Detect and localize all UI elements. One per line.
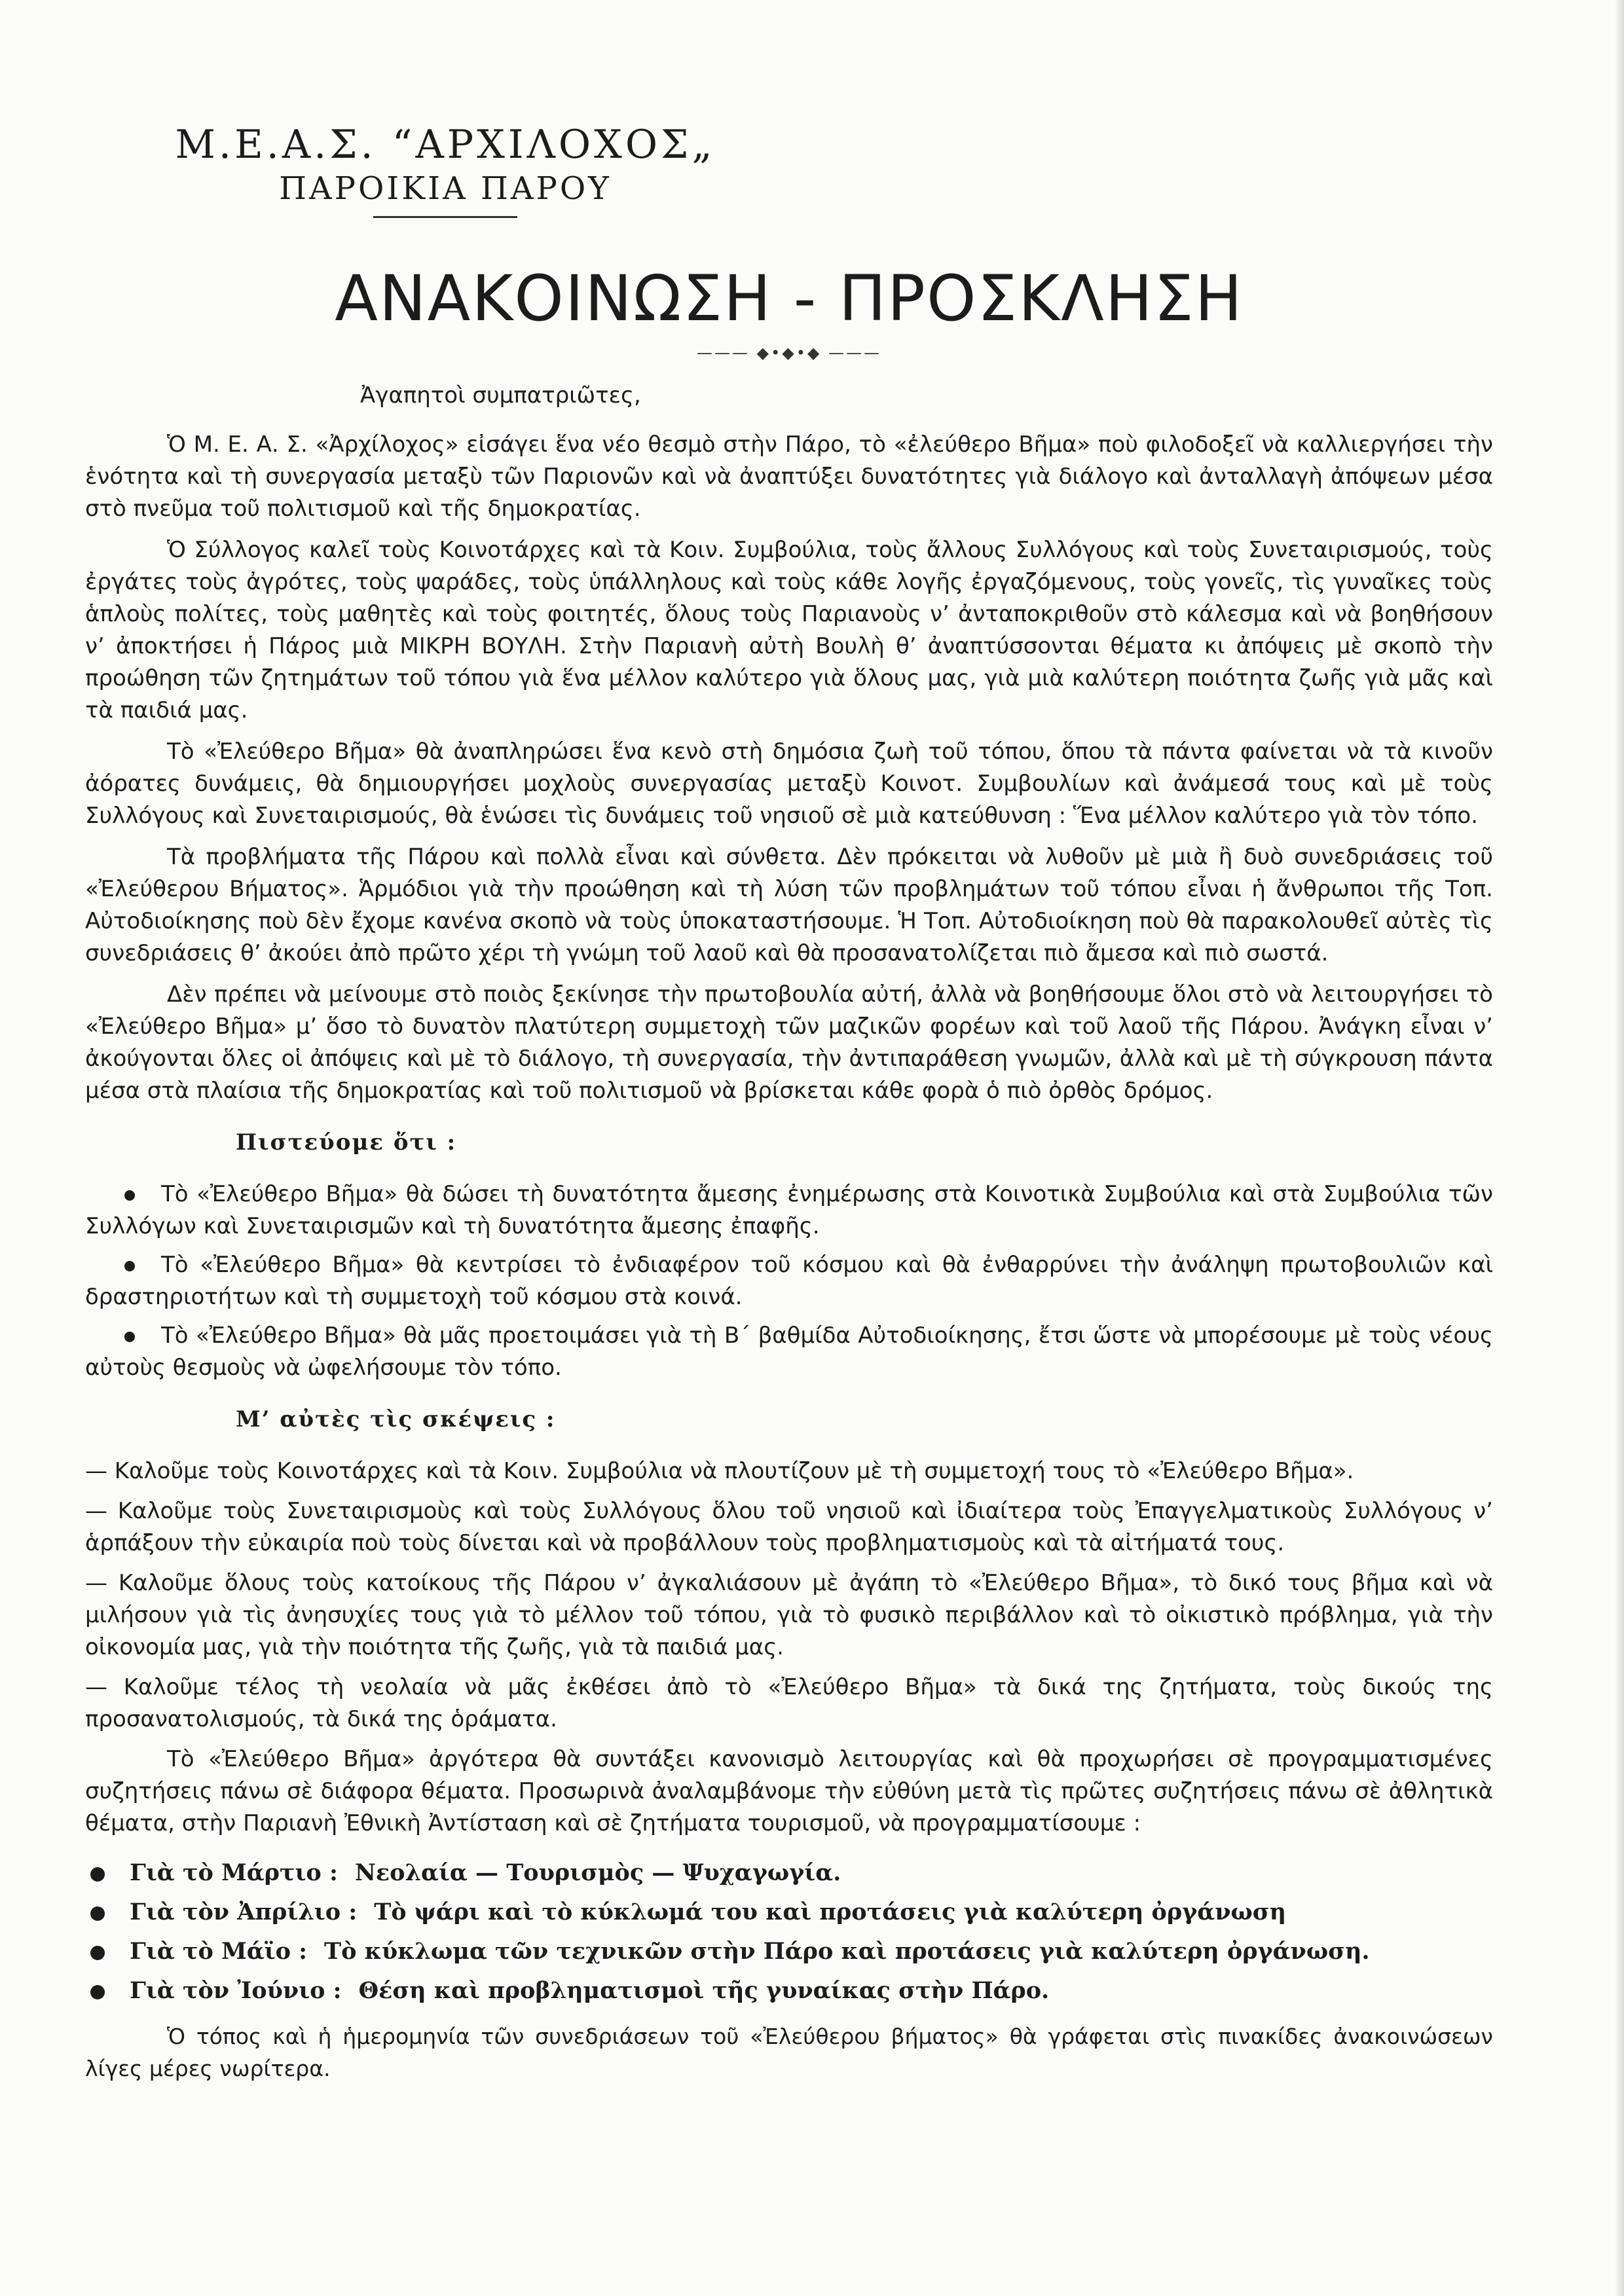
bullet-dot-icon: [124, 1190, 135, 1201]
organization-location: ΠΑΡΟΙΚΙΑ ΠΑΡΟΥ: [279, 170, 612, 207]
paragraph: Ὁ Σύλλογος καλεῖ τοὺς Κοινοτάρχες καὶ τὰ Κοιν. Συμβούλια, τοὺς ἄλλους Συλλόγους καὶ τοὺς Συνεταιρισμούς, τοὺς ἐργάτες τοὺς ἀγρότες, τοὺς ψαράδες, τοὺς ὑπάλληλους καὶ τοὺς κάθε λογῆς ἐργαζόμενους, τοὺς γονεῖς, τὶς γυναῖκες τοὺς ἁπλοὺς πολίτες, τοὺς μαθητὲς καὶ τοὺς φοιτητές, ὅλους τοὺς Παριανοὺς ν’ ἀνταποκριθοῦν στὸ κάλεσμα καὶ νὰ βοηθήσουν ν’ ἀποκτήσει ἡ Πάρος μιὰ ΜΙΚΡΗ ΒΟΥΛΗ. Στὴν Παριανὴ αὐτὴ Βουλὴ θ’ ἀναπτύσσονται θέματα κι ἀπόψεις μὲ σκοπὸ τὴν προώθηση τῶν ζητημάτων τοῦ τόπου γιὰ ἕνα μέλλον καλύτερο γιὰ ὅλους μας, γιὰ μιὰ καλύτερη ποιότητα ζωῆς γιὰ μᾶς καὶ τὰ παιδιά μας.: [85, 537, 1493, 723]
believe-item: [85, 1320, 1493, 1384]
letterhead: [131, 122, 760, 218]
bullet-dot-icon: [90, 1985, 105, 1999]
document-body: [85, 380, 1493, 2094]
organization-name: Μ.Ε.Α.Σ. “ΑΡΧΙΛΟΧΟΣ„: [175, 122, 716, 168]
header-rule: [373, 216, 517, 218]
schedule-topic: Νεολαία — Τουρισμὸς — Ψυχαγωγία.: [354, 1859, 841, 1886]
salutation: Ἀγαπητοὶ συμπατριῶτες,: [360, 382, 641, 409]
schedule-item: [85, 1895, 1493, 1930]
schedule-topic: Τὸ κύκλωμα τῶν τεχνικῶν στὴν Πάρο καὶ προτάσεις γιὰ καλύτερη ὀργάνωση.: [324, 1938, 1370, 1965]
document-title: ΑΝΑΚΟΙΝΩΣΗ - ΠΡΟΣΚΛΗΣΗ: [335, 262, 1244, 335]
bullet-dot-icon: [124, 1332, 135, 1342]
paragraph: Ὁ Μ. Ε. Α. Σ. «Ἀρχίλοχος» εἰσάγει ἕνα νέο θεσμὸ στὴν Πάρο, τὸ «ἐλεύθερο Βῆμα» ποὺ φιλοδοξεῖ νὰ καλλιεργήσει τὴν ἑνότητα καὶ τὴ συνεργασία μεταξὺ τῶν Παριονῶν καὶ νὰ ἀναπτύξει δυνατότητες γιὰ διάλογο καὶ ἀνταλλαγὴ ἀπόψεων μέσα στὸ πνεῦμα τοῦ πολιτισμοῦ καὶ τῆς δημοκρατίας.: [85, 431, 1493, 522]
closing-paragraph: Ὁ τόπος καὶ ἡ ἡμερομηνία τῶν συνεδριάσεων τοῦ «Ἐλεύθερου βήματος» θὰ γράφεται στὶς πινακίδες ἀνακοινώσεων λίγες μέρες νωρίτερα.: [85, 2024, 1493, 2081]
paragraph: Τὰ προβλήματα τῆς Πάρου καὶ πολλὰ εἶναι καὶ σύνθετα. Δὲν πρόκειται νὰ λυθοῦν μὲ μιὰ ἢ δυὸ συνεδριάσεις τοῦ «Ἐλεύθερου Βήματος». Ἁρμόδιοι γιὰ τὴν προώθηση καὶ τὴ λύση τῶν προβλημάτων τοῦ τόπου εἶναι ἡ ἄνθρωποι τῆς Τοπ. Αὐτοδιοίκησης ποὺ δὲν ἔχομε κανένα σκοπὸ νὰ τοὺς ὑποκαταστήσουμε. Ἡ Τοπ. Αὐτοδιοίκηση ποὺ θὰ παρακολουθεῖ αὐτὲς τὶς συνεδριάσεις θ’ ἀκούει ἀπὸ πρῶτο χέρι τὴ γνώμη τοῦ λαοῦ καὶ θὰ προσανατολίζεται πιὸ ἄμεσα καὶ πιὸ σωστά.: [85, 844, 1493, 966]
believe-item: [85, 1178, 1493, 1243]
schedule-item: [85, 1973, 1493, 2009]
schedule-item: [85, 1934, 1493, 1969]
believe-item-text: Τὸ «Ἐλεύθερο Βῆμα» θὰ κεντρίσει τὸ ἐνδιαφέρον τοῦ κόσμου καὶ θὰ ἐνθαρρύνει τὴν ἀνάληψη πρωτοβουλιῶν καὶ δραστηριοτήτων καὶ τὴ συμμετοχὴ τοῦ κόσμου στὰ κοινά.: [85, 1252, 1493, 1310]
page-edge-shadow: [1615, 0, 1624, 2296]
document-page: [85, 0, 1493, 2296]
program-paragraph: Τὸ «Ἐλεύθερο Βῆμα» ἀργότερα θὰ συντάξει κανονισμὸ λειτουργίας καὶ θὰ προχωρήσει σὲ προγραμματισμένες συζητήσεις πάνω σὲ διάφορα θέματα. Προσωρινὰ ἀναλαμβάνομε τὴν εὐθύνη μετὰ τὶς πρῶτες συζητήσεις πάνω σὲ ἀθλητικὰ θέματα, στὴν Παριανὴ Ἐθνικὴ Ἀντίσταση καὶ σὲ ζητήματα τουρισμοῦ, νὰ προγραμματίσουμε :: [85, 1746, 1493, 1836]
title-ornament: ——— ◆•◆•◆ ———: [697, 344, 881, 362]
call-item: — Καλοῦμε ὅλους τοὺς κατοίκους τῆς Πάρου ν’ ἀγκαλιάσουν μὲ ἀγάπη τὸ «Ἐλεύθερο Βῆμα», τὸ δικό τους βῆμα καὶ νὰ μιλήσουν γιὰ τὶς ἀνησυχίες τους γιὰ τὸ μέλλον τοῦ τόπου, γιὰ τὸ φυσικὸ περιβάλλον καὶ τὸ οἰκιστικὸ πρόβλημα, γιὰ τὴν οἰκονομία μας, γιὰ τὴν ποιότητα τῆς ζωῆς, γιὰ τὰ παιδιά μας.: [85, 1570, 1493, 1660]
bullet-dot-icon: [90, 1906, 105, 1921]
bullet-dot-icon: [90, 1946, 105, 1960]
schedule-month: Γιὰ τὸ Μάϊο :: [130, 1938, 308, 1965]
call-item: — Καλοῦμε τοὺς Συνεταιρισμοὺς καὶ τοὺς Συλλόγους ὅλου τοῦ νησιοῦ καὶ ἰδιαίτερα τοὺς Ἐπαγγελματικοὺς Συλλόγους ν’ ἁρπάξουν τὴν εὐκαιρία ποὺ τοὺς δίνεται καὶ νὰ προβάλλουν τοὺς προβληματισμοὺς καὶ τὰ αἰτήματά τους.: [85, 1498, 1493, 1556]
paragraph: Δὲν πρέπει νὰ μείνουμε στὸ ποιὸς ξεκίνησε τὴν πρωτοβουλία αὐτή, ἀλλὰ νὰ βοηθήσουμε ὅλοι στὸ νὰ λειτουργήσει τὸ «Ἐλεύθερο Βῆμα» μ’ ὅσο τὸ δυνατὸν πλατύτερη συμμετοχὴ τῶν μαζικῶν φορέων καὶ τοῦ λαοῦ τῆς Πάρου. Ἀνάγκη εἶναι ν’ ἀκούγονται ὅλες οἱ ἀπόψεις καὶ μὲ τὸ διάλογο, τὴ συνεργασία, τὴν ἀντιπαράθεση γνωμῶν, ἀλλὰ καὶ μὲ τὴ σύγκρουση πάντα μέσα στὰ πλαίσια τῆς δημοκρατίας καὶ τοῦ πολιτισμοῦ νὰ βρίσκεται κάθε φορὰ ὁ πιὸ ὀρθὸς δρόμος.: [85, 981, 1493, 1104]
believe-heading: Πιστεύομε ὅτι :: [236, 1129, 457, 1156]
schedule-month: Γιὰ τὸν Ἰούνιο :: [130, 1977, 342, 2004]
believe-item-text: Τὸ «Ἐλεύθερο Βῆμα» θὰ δώσει τὴ δυνατότητα ἄμεσης ἐνημέρωσης στὰ Κοινοτικὰ Συμβούλια καὶ στὰ Συμβούλια τῶν Συλλόγων καὶ Συνεταιρισμῶν καὶ τὴ δυνατότητα ἄμεσης ἐπαφῆς.: [85, 1181, 1493, 1239]
thoughts-heading: Μ’ αὐτὲς τὶς σκέψεις :: [236, 1406, 556, 1432]
schedule-item: [85, 1855, 1493, 1891]
schedule-month: Γιὰ τὸν Ἀπρίλιο :: [130, 1899, 358, 1925]
believe-item-text: Τὸ «Ἐλεύθερο Βῆμα» θὰ μᾶς προετοιμάσει γιὰ τὴ Β΄ βαθμίδα Αὐτοδιοίκησης, ἔτσι ὥστε νὰ μπορέσουμε μὲ τοὺς νέους αὐτοὺς θεσμοὺς νὰ ὠφελήσουμε τὸν τόπο.: [85, 1322, 1493, 1381]
call-item: — Καλοῦμε τοὺς Κοινοτάρχες καὶ τὰ Κοιν. Συμβούλια νὰ πλουτίζουν μὲ τὴ συμμετοχή τους τὸ «Ἐλεύθερο Βῆμα».: [85, 1458, 1354, 1484]
bullet-dot-icon: [90, 1867, 105, 1882]
believe-item: [85, 1249, 1493, 1313]
bullet-dot-icon: [124, 1261, 135, 1271]
schedule-topic: Τὸ ψάρι καὶ τὸ κύκλωμά του καὶ προτάσεις γιὰ καλύτερη ὀργάνωση: [374, 1899, 1287, 1925]
schedule-month: Γιὰ τὸ Μάρτιο :: [130, 1859, 338, 1886]
schedule-topic: Θέση καὶ προβληματισμοὶ τῆς γυναίκας στὴν Πάρο.: [358, 1977, 1050, 2004]
call-item: — Καλοῦμε τέλος τὴ νεολαία νὰ μᾶς ἐκθέσει ἀπὸ τὸ «Ἐλεύθερο Βῆμα» τὰ δικά της ζητήματα, τοὺς δικούς της προσανατολισμούς, τὰ δικά της ὁράματα.: [85, 1674, 1493, 1732]
paragraph: Τὸ «Ἐλεύθερο Βῆμα» θὰ ἀναπληρώσει ἕνα κενὸ στὴ δημόσια ζωὴ τοῦ τόπου, ὅπου τὰ πάντα φαίνεται νὰ τὰ κινοῦν ἀόρατες δυνάμεις, θὰ δημιουργήσει μοχλοὺς συνεργασίας μεταξὺ Κοινοτ. Συμβουλίων καὶ ἀνάμεσά τους καὶ μὲ τοὺς Συλλόγους καὶ Συνεταιρισμούς, θὰ ἑνώσει τὶς δυνάμεις τοῦ νησιοῦ σὲ μιὰ κατεύθυνση : Ἕνα μέλλον καλύτερο γιὰ τὸν τόπο.: [85, 738, 1493, 829]
schedule-list: [85, 1855, 1493, 2009]
